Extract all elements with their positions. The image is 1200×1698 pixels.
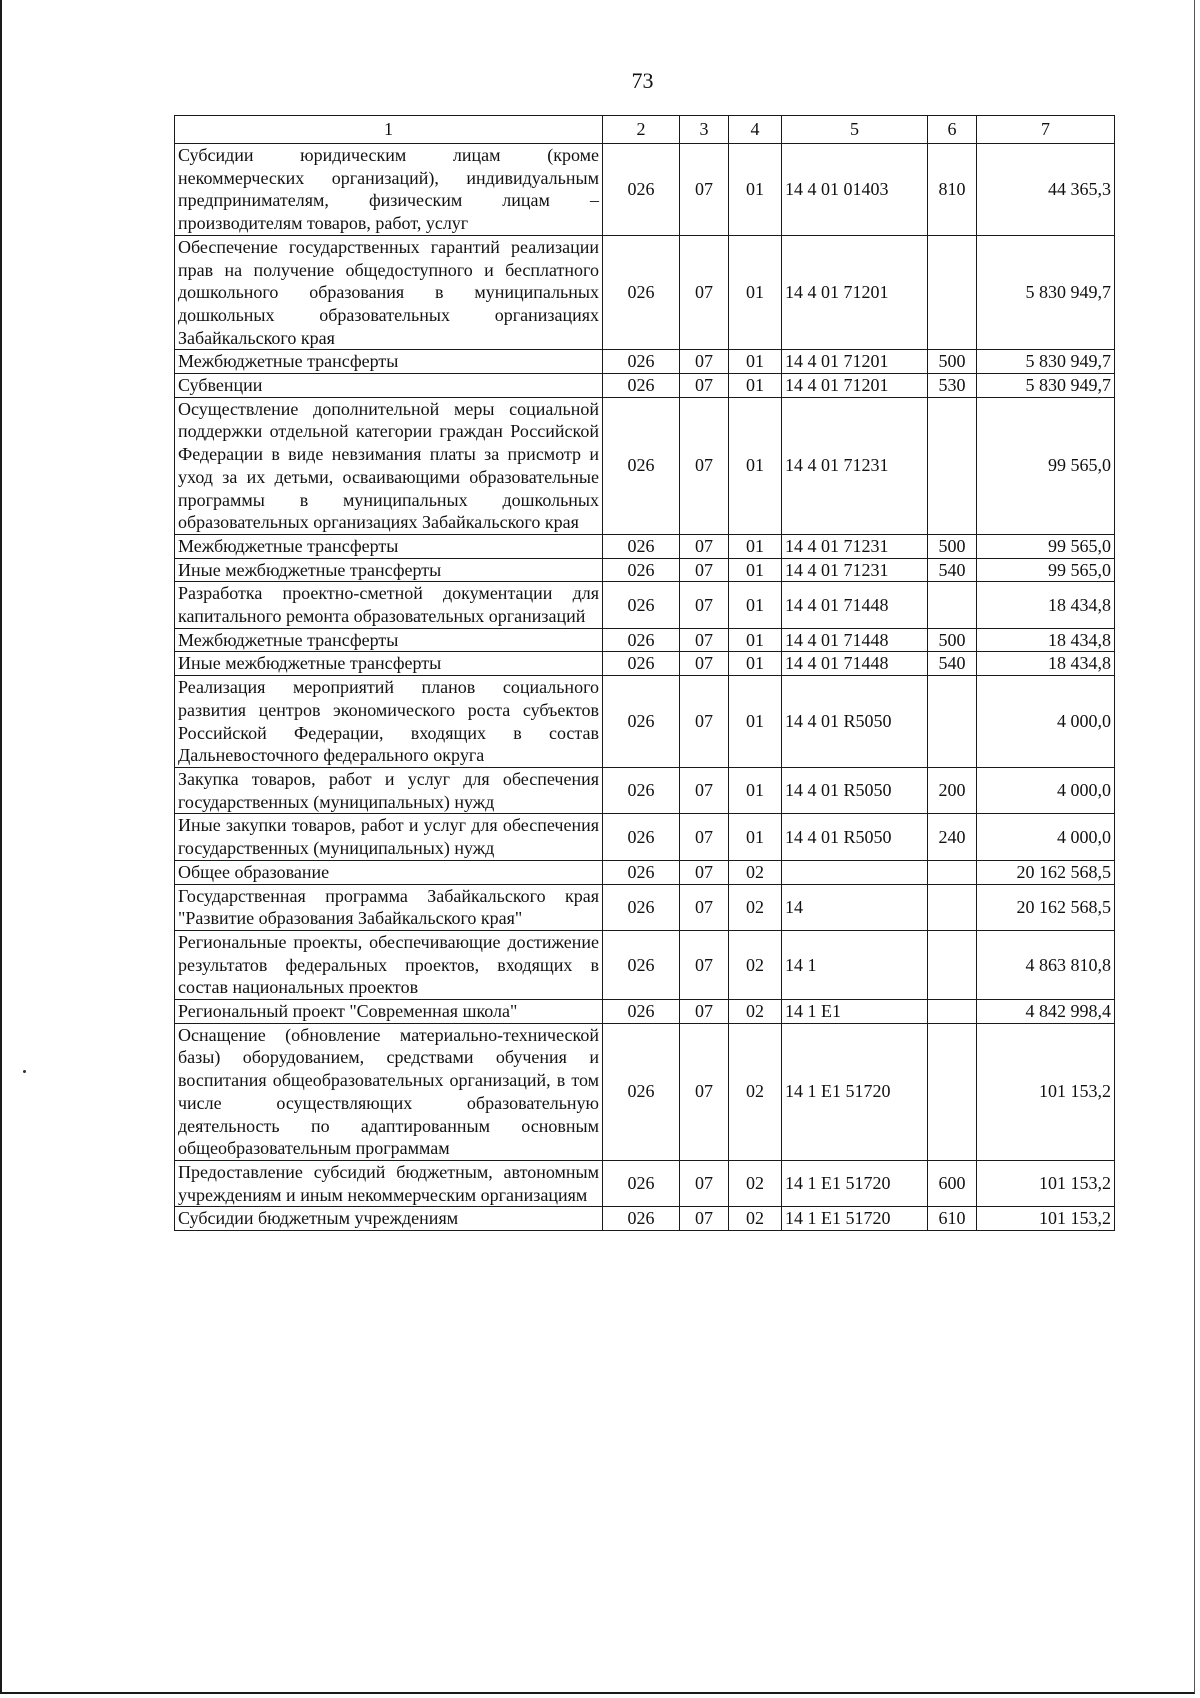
row-amount: 18 434,8 (977, 652, 1115, 676)
row-name: Предоставление субсидий бюджетным, автономным учреждениям и иным некоммерческим организациям (175, 1160, 603, 1206)
table-row (175, 350, 1115, 374)
row-expense-type: 500 (928, 534, 977, 558)
row-section: 07 (680, 1207, 729, 1231)
row-amount: 5 830 949,7 (977, 350, 1115, 374)
table-row (175, 534, 1115, 558)
row-amount: 44 365,3 (977, 144, 1115, 236)
row-section: 07 (680, 1000, 729, 1024)
row-section: 07 (680, 676, 729, 768)
row-ministry-code: 026 (603, 144, 680, 236)
row-ministry-code: 026 (603, 235, 680, 350)
row-amount: 5 830 949,7 (977, 235, 1115, 350)
table-row (175, 144, 1115, 236)
row-subsection: 01 (729, 534, 782, 558)
row-section: 07 (680, 558, 729, 582)
row-amount: 101 153,2 (977, 1023, 1115, 1160)
row-expense-type (928, 1000, 977, 1024)
table-row (175, 582, 1115, 628)
table-row (175, 1207, 1115, 1231)
row-amount: 18 434,8 (977, 582, 1115, 628)
row-expense-type (928, 930, 977, 999)
row-ministry-code: 026 (603, 582, 680, 628)
row-section: 07 (680, 144, 729, 236)
row-amount: 101 153,2 (977, 1207, 1115, 1231)
row-target-article (782, 860, 928, 884)
row-target-article: 14 1 E1 51720 (782, 1023, 928, 1160)
header-col-4: 4 (729, 116, 782, 144)
row-ministry-code: 026 (603, 930, 680, 999)
row-name: Межбюджетные трансферты (175, 350, 603, 374)
header-col-5: 5 (782, 116, 928, 144)
row-ministry-code: 026 (603, 1000, 680, 1024)
table-row (175, 930, 1115, 999)
row-ministry-code: 026 (603, 350, 680, 374)
row-name: Межбюджетные трансферты (175, 628, 603, 652)
row-ministry-code: 026 (603, 652, 680, 676)
row-section: 07 (680, 860, 729, 884)
table-row (175, 1000, 1115, 1024)
row-target-article: 14 1 (782, 930, 928, 999)
row-expense-type: 540 (928, 558, 977, 582)
row-expense-type (928, 1023, 977, 1160)
row-expense-type: 200 (928, 767, 977, 813)
row-subsection: 01 (729, 350, 782, 374)
table-row (175, 767, 1115, 813)
row-section: 07 (680, 814, 729, 860)
row-target-article: 14 1 E1 51720 (782, 1160, 928, 1206)
row-name: Обеспечение государственных гарантий реализации прав на получение общедоступного и бесплатного дошкольного образования в муниципальных дошкольных образовательных организациях Забайкальского края (175, 235, 603, 350)
row-name: Иные межбюджетные трансферты (175, 652, 603, 676)
row-name: Закупка товаров, работ и услуг для обеспечения государственных (муниципальных) нужд (175, 767, 603, 813)
row-amount: 99 565,0 (977, 534, 1115, 558)
table-row (175, 1023, 1115, 1160)
row-name: Разработка проектно-сметной документации для капитального ремонта образовательных организаций (175, 582, 603, 628)
row-amount: 4 000,0 (977, 814, 1115, 860)
table-row (175, 558, 1115, 582)
row-subsection: 02 (729, 1207, 782, 1231)
row-target-article: 14 4 01 71448 (782, 582, 928, 628)
table-row (175, 628, 1115, 652)
row-ministry-code: 026 (603, 814, 680, 860)
table-row (175, 1160, 1115, 1206)
row-section: 07 (680, 582, 729, 628)
table-row (175, 652, 1115, 676)
row-section: 07 (680, 767, 729, 813)
row-ministry-code: 026 (603, 1207, 680, 1231)
row-target-article: 14 4 01 71231 (782, 534, 928, 558)
row-expense-type: 610 (928, 1207, 977, 1231)
row-name: Субсидии юридическим лицам (кроме некоммерческих организаций), индивидуальным предпринимателям, физическим лицам – производителям товаров, работ, услуг (175, 144, 603, 236)
row-amount: 99 565,0 (977, 558, 1115, 582)
row-subsection: 01 (729, 628, 782, 652)
row-amount: 4 842 998,4 (977, 1000, 1115, 1024)
row-target-article: 14 1 E1 (782, 1000, 928, 1024)
table-row (175, 884, 1115, 930)
row-expense-type: 600 (928, 1160, 977, 1206)
row-name: Региональные проекты, обеспечивающие достижение результатов федеральных проектов, входящих в состав национальных проектов (175, 930, 603, 999)
row-expense-type: 500 (928, 350, 977, 374)
row-ministry-code: 026 (603, 397, 680, 534)
row-amount: 20 162 568,5 (977, 884, 1115, 930)
header-col-2: 2 (603, 116, 680, 144)
row-expense-type (928, 235, 977, 350)
row-amount: 18 434,8 (977, 628, 1115, 652)
row-target-article: 14 4 01 R5050 (782, 767, 928, 813)
row-name: Оснащение (обновление материально-технической базы) оборудованием, средствами обучения и воспитания общеобразовательных организаций, в том числе осуществляющих образовательную деятельность по адаптированным основным общеобразовательным программам (175, 1023, 603, 1160)
row-section: 07 (680, 534, 729, 558)
row-amount: 5 830 949,7 (977, 374, 1115, 398)
row-target-article: 14 4 01 71201 (782, 350, 928, 374)
row-target-article: 14 4 01 71231 (782, 558, 928, 582)
row-subsection: 01 (729, 235, 782, 350)
row-ministry-code: 026 (603, 1023, 680, 1160)
table-row (175, 676, 1115, 768)
row-section: 07 (680, 397, 729, 534)
row-ministry-code: 026 (603, 534, 680, 558)
row-name: Государственная программа Забайкальского края "Развитие образования Забайкальского края" (175, 884, 603, 930)
row-subsection: 01 (729, 676, 782, 768)
row-ministry-code: 026 (603, 374, 680, 398)
row-section: 07 (680, 235, 729, 350)
header-col-1: 1 (175, 116, 603, 144)
row-ministry-code: 026 (603, 1160, 680, 1206)
row-subsection: 02 (729, 1160, 782, 1206)
row-expense-type (928, 582, 977, 628)
row-ministry-code: 026 (603, 676, 680, 768)
row-expense-type: 540 (928, 652, 977, 676)
row-subsection: 01 (729, 397, 782, 534)
row-name: Субсидии бюджетным учреждениям (175, 1207, 603, 1231)
row-name: Субвенции (175, 374, 603, 398)
row-subsection: 02 (729, 1023, 782, 1160)
table-row (175, 397, 1115, 534)
row-ministry-code: 026 (603, 884, 680, 930)
row-section: 07 (680, 628, 729, 652)
row-amount: 4 000,0 (977, 676, 1115, 768)
row-name: Общее образование (175, 860, 603, 884)
row-section: 07 (680, 884, 729, 930)
header-col-6: 6 (928, 116, 977, 144)
row-target-article: 14 4 01 01403 (782, 144, 928, 236)
row-expense-type: 500 (928, 628, 977, 652)
row-ministry-code: 026 (603, 628, 680, 652)
row-expense-type (928, 884, 977, 930)
row-section: 07 (680, 1023, 729, 1160)
table-row (175, 814, 1115, 860)
row-ministry-code: 026 (603, 860, 680, 884)
row-ministry-code: 026 (603, 558, 680, 582)
row-expense-type (928, 676, 977, 768)
row-subsection: 02 (729, 1000, 782, 1024)
row-expense-type: 240 (928, 814, 977, 860)
row-target-article: 14 4 01 71448 (782, 652, 928, 676)
row-ministry-code: 026 (603, 767, 680, 813)
budget-table (174, 115, 1115, 1231)
row-section: 07 (680, 350, 729, 374)
table-row (175, 374, 1115, 398)
row-target-article: 14 4 01 71201 (782, 235, 928, 350)
row-target-article: 14 4 01 71231 (782, 397, 928, 534)
scan-speck (23, 1070, 26, 1073)
table-row (175, 235, 1115, 350)
row-name: Региональный проект "Современная школа" (175, 1000, 603, 1024)
row-amount: 99 565,0 (977, 397, 1115, 534)
row-subsection: 01 (729, 374, 782, 398)
row-subsection: 02 (729, 860, 782, 884)
row-section: 07 (680, 930, 729, 999)
row-amount: 4 000,0 (977, 767, 1115, 813)
row-amount: 101 153,2 (977, 1160, 1115, 1206)
header-col-3: 3 (680, 116, 729, 144)
row-amount: 20 162 568,5 (977, 860, 1115, 884)
row-name: Иные межбюджетные трансферты (175, 558, 603, 582)
row-target-article: 14 4 01 R5050 (782, 676, 928, 768)
row-subsection: 01 (729, 767, 782, 813)
row-target-article: 14 1 E1 51720 (782, 1207, 928, 1231)
row-section: 07 (680, 652, 729, 676)
row-expense-type (928, 860, 977, 884)
row-name: Межбюджетные трансферты (175, 534, 603, 558)
row-expense-type (928, 397, 977, 534)
row-section: 07 (680, 1160, 729, 1206)
table-row (175, 860, 1115, 884)
row-expense-type: 810 (928, 144, 977, 236)
row-amount: 4 863 810,8 (977, 930, 1115, 999)
row-subsection: 01 (729, 558, 782, 582)
header-row (175, 116, 1115, 144)
row-subsection: 01 (729, 814, 782, 860)
row-subsection: 01 (729, 582, 782, 628)
row-expense-type: 530 (928, 374, 977, 398)
row-section: 07 (680, 374, 729, 398)
header-col-7: 7 (977, 116, 1115, 144)
row-subsection: 02 (729, 930, 782, 999)
row-target-article: 14 4 01 71448 (782, 628, 928, 652)
row-target-article: 14 4 01 71201 (782, 374, 928, 398)
row-name: Реализация мероприятий планов социального развития центров экономического роста субъектов Российской Федерации, входящих в состав Дальневосточного федерального округа (175, 676, 603, 768)
page-number: 73 (631, 68, 654, 93)
row-name: Иные закупки товаров, работ и услуг для обеспечения государственных (муниципальных) нужд (175, 814, 603, 860)
row-subsection: 01 (729, 144, 782, 236)
row-target-article: 14 (782, 884, 928, 930)
row-target-article: 14 4 01 R5050 (782, 814, 928, 860)
row-subsection: 02 (729, 884, 782, 930)
row-subsection: 01 (729, 652, 782, 676)
row-name: Осуществление дополнительной меры социальной поддержки отдельной категории граждан Российской Федерации в виде невзимания платы за присмотр и уход за их детьми, осваивающими образовательные программы в муниципальных дошкольных образовательных организациях Забайкальского края (175, 397, 603, 534)
